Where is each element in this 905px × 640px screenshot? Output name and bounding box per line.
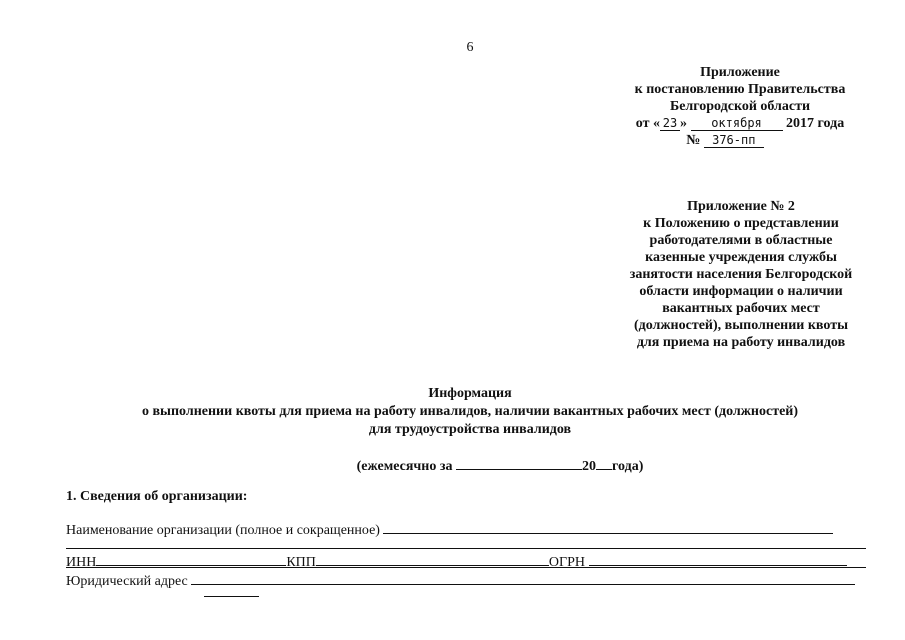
date-mid: » (680, 116, 687, 131)
period-suffix: года) (612, 459, 644, 474)
number-prefix: № (686, 133, 701, 148)
appendix-2-block (600, 198, 882, 351)
appendix-2-line: (должностей), выполнении квоты (633, 318, 849, 333)
appendix-2-line: для приема на работу инвалидов (636, 335, 846, 350)
appendix-2-line: вакантных рабочих мест (662, 301, 820, 316)
org-name-label: Наименование организации (полное и сокращенное) (66, 523, 380, 538)
legal-address-row (66, 571, 866, 590)
date-year: 2017 года (786, 116, 845, 131)
title-line-3: для трудоустройства инвалидов (368, 422, 572, 437)
period-month-blank[interactable] (456, 456, 582, 470)
inn-label: ИНН (66, 555, 97, 570)
reporting-period (60, 456, 905, 476)
title-line-1: Информация (428, 386, 512, 401)
appendix-header (600, 64, 880, 149)
appendix-2-line: занятости населения Белгородской (629, 267, 853, 282)
resolution-label: к постановлению Правительства (634, 82, 846, 97)
ogrn-field[interactable] (589, 552, 847, 566)
resolution-number (570, 132, 880, 149)
section-1-heading: 1. Сведения об организации: (66, 489, 248, 504)
appendix-2-line: области информации о наличии (639, 284, 843, 299)
appendix-2-line: казенные учреждения службы (645, 250, 837, 265)
appendix-2-line: Приложение № 2 (687, 199, 795, 214)
ogrn-label: ОГРН (548, 555, 586, 570)
kpp-label: КПП (286, 555, 316, 570)
document-title (60, 385, 880, 439)
registration-underline (66, 567, 866, 568)
date-month: октября (691, 117, 783, 131)
registration-row (66, 552, 866, 571)
resolution-date (600, 115, 880, 132)
legal-address-label: Юридический адрес (66, 574, 188, 589)
date-prefix: от « (635, 116, 660, 131)
appendix-2-line: к Положению о представлении (643, 216, 839, 231)
org-name-continuation-line[interactable] (66, 548, 866, 549)
legal-address-field[interactable] (191, 571, 855, 585)
number-value: 376-пп (704, 134, 764, 148)
period-year-blank[interactable] (596, 456, 612, 470)
appendix-2-line: работодателями в областные (649, 233, 833, 248)
kpp-field[interactable] (316, 552, 549, 566)
appendix-label: Приложение (700, 65, 780, 80)
footnote-separator (204, 596, 259, 597)
period-mid: 20 (582, 459, 596, 474)
org-name-row (66, 520, 866, 539)
inn-field[interactable] (96, 552, 286, 566)
title-line-2: о выполнении квоты для приема на работу инвалидов, наличии вакантных рабочих мест (должностей) (141, 404, 799, 419)
page-number: 6 (466, 40, 474, 55)
period-prefix: (ежемесячно за (356, 459, 453, 474)
org-name-field[interactable] (383, 520, 833, 534)
date-day: 23 (660, 117, 680, 131)
region-label: Белгородской области (669, 99, 811, 114)
